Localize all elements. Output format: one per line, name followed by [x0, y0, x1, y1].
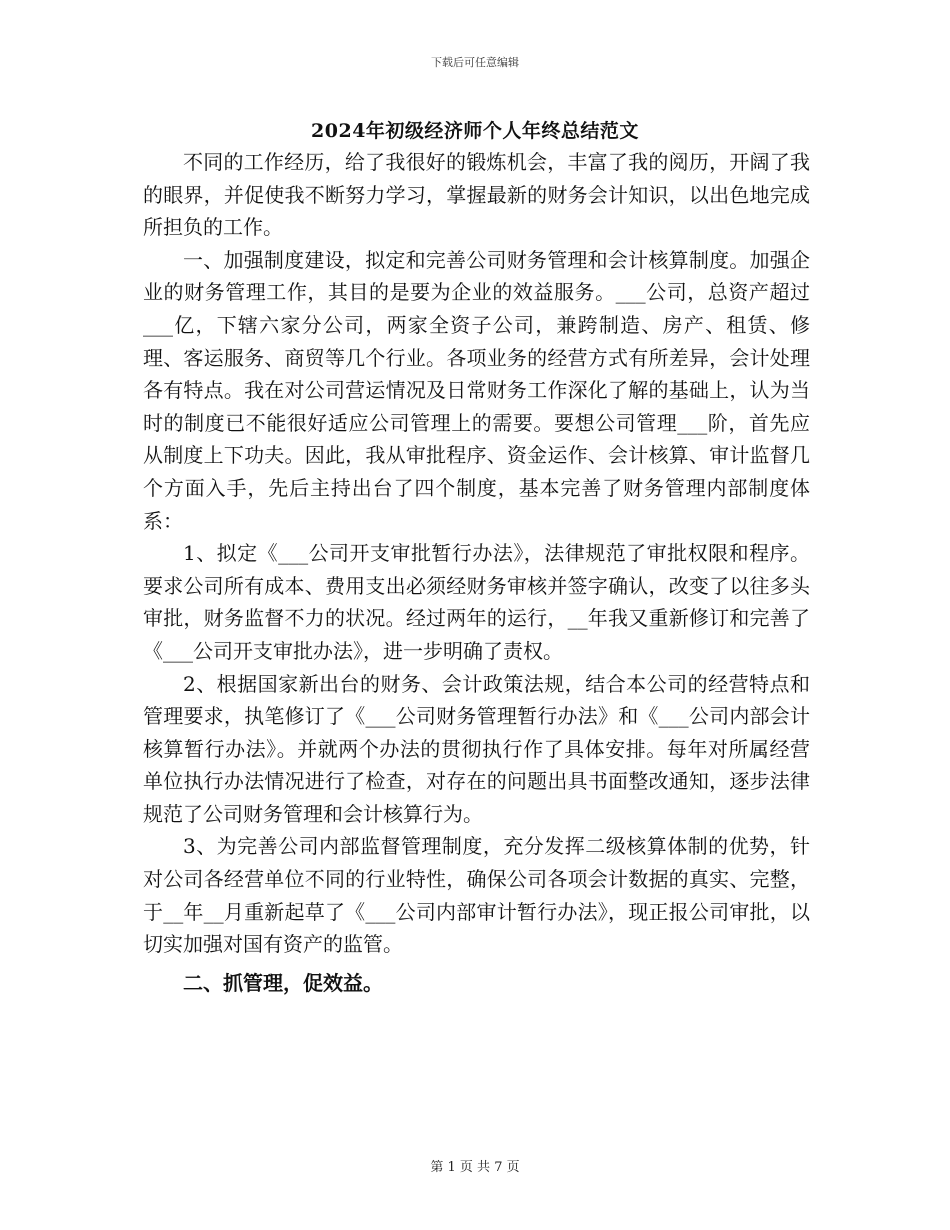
- document-body: [143, 146, 810, 999]
- paragraph-item-3: 3、为完善公司内部监督管理制度，充分发挥二级核算体制的优势，针对公司各经营单位不同的行业特性，确保公司各项会计数据的真实、完整，于__年__月重新起草了《___公司内部审计暂行办法》，现正报公司审批，以切实加强对国有资产的监管。: [143, 834, 810, 957]
- paragraph-item-2: 2、根据国家新出台的财务、会计政策法规，结合本公司的经营特点和管理要求，执笔修订了《___公司财务管理暂行办法》和《___公司内部会计核算暂行办法》。并就两个办法的贯彻执行作了具体安排。每年对所属经营单位执行办法情况进行了检查，对存在的问题出具书面整改通知，逐步法律规范了公司财务管理和会计核算行为。: [143, 671, 810, 826]
- page-footer: 第 1 页 共 7 页: [430, 1160, 520, 1175]
- paragraph-section-one: 一、加强制度建设，拟定和完善公司财务管理和会计核算制度。加强企业的财务管理工作，其目的是要为企业的效益服务。___公司，总资产超过___亿，下辖六家分公司，两家全资子公司，兼跨制造、房产、租赁、修理、客运服务、商贸等几个行业。各项业务的经营方式有所差异，会计处理各有特点。我在对公司营运情况及日常财务工作深化了解的基础上，认为当时的制度已不能很好适应公司管理上的需要。要想公司管理___阶，首先应从制度上下功夫。因此，我从审批程序、资金运作、会计核算、审计监督几个方面入手，先后主持出台了四个制度，基本完善了财务管理内部制度体系：: [143, 247, 810, 533]
- section-heading-two: 二、抓管理，促效益。: [183, 970, 383, 995]
- document-title: 2024年初级经济师个人年终总结范文: [311, 120, 639, 142]
- paragraph-item-1: 1、拟定《___公司开支审批暂行办法》，法律规范了审批权限和程序。要求公司所有成本、费用支出必须经财务审核并签字确认，改变了以往多头审批，财务监督不力的状况。经过两年的运行，__年我又重新修订和完善了《___公司开支审批办法》，进一步明确了责权。: [143, 541, 810, 663]
- header-note: 下载后可任意编辑: [431, 56, 519, 69]
- paragraph-intro: 不同的工作经历，给了我很好的锻炼机会，丰富了我的阅历，开阔了我的眼界，并促使我不断努力学习，掌握最新的财务会计知识，以出色地完成所担负的工作。: [143, 150, 810, 240]
